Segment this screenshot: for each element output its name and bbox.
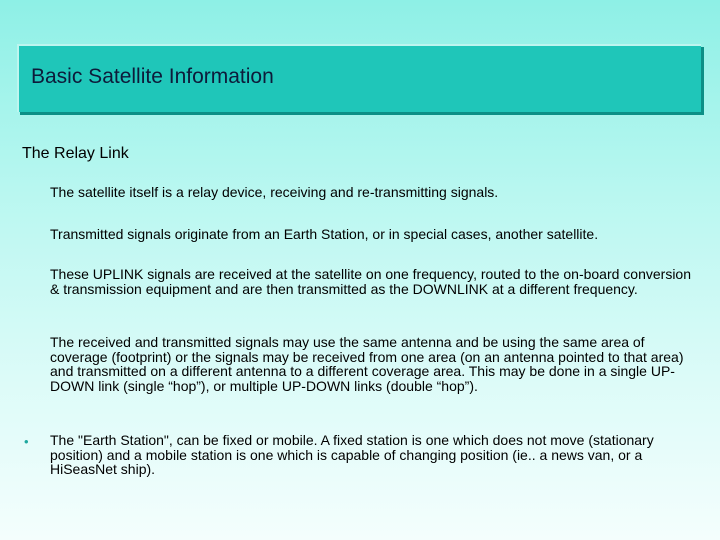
- paragraph-relay-device: The satellite itself is a relay device, receiving and re-transmitting signals.: [50, 184, 499, 200]
- paragraph-uplink-downlink: These UPLINK signals are received at the satellite on one frequency, routed to the on-board conversion & transmission equipment and are then transmitted as the DOWNLINK at a different frequency.: [50, 266, 692, 297]
- slide-title: Basic Satellite Information: [31, 65, 274, 88]
- bullet-marker: •: [24, 434, 29, 449]
- title-banner: [17, 44, 701, 112]
- paragraph-signal-origin: Transmitted signals originate from an Earth Station, or in special cases, another satellite.: [50, 226, 599, 242]
- paragraph-earth-station: The "Earth Station", can be fixed or mobile. A fixed station is one which does not move (stationary position) and a mobile station is one which is capable of changing position (ie.. a news van, or a HiSeasNet ship).: [50, 432, 654, 477]
- section-heading: The Relay Link: [22, 145, 129, 162]
- paragraph-antenna-coverage: The received and transmitted signals may use the same antenna and be using the same area of coverage (footprint) or the signals may be received from one area (on an antenna pointed to that area) and transmitted on a different antenna to a different coverage area. This may be done in a single UP-DOWN link (single “hop”), or multiple UP-DOWN links (double “hop”).: [50, 334, 684, 394]
